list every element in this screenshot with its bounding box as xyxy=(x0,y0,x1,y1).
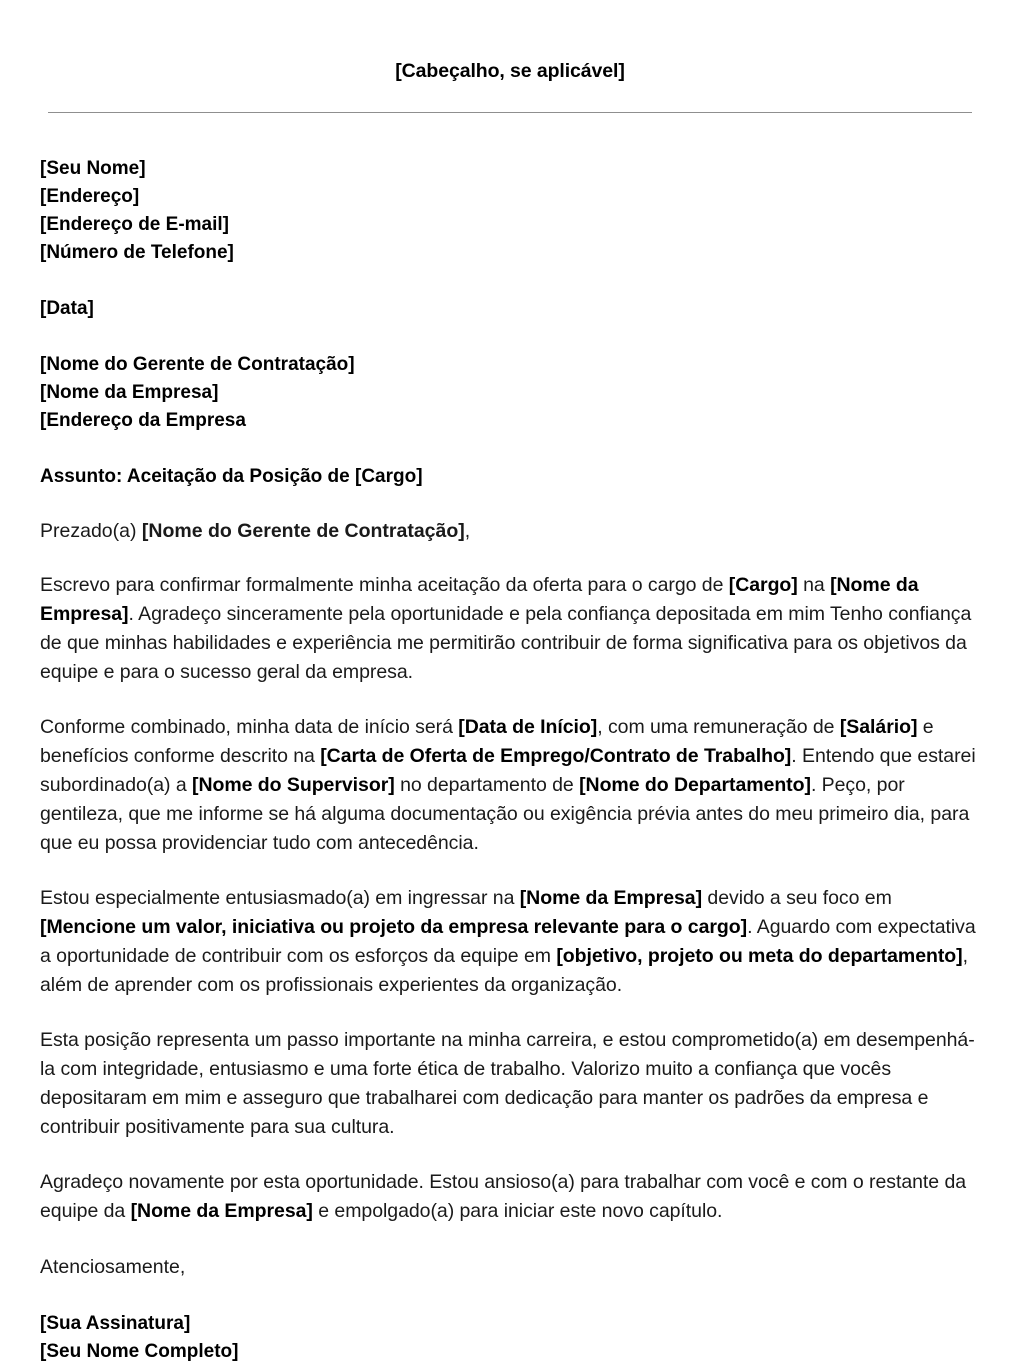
date-block xyxy=(40,295,985,323)
sender-phone-line: [Número de Telefone] xyxy=(40,242,234,263)
placeholder-token: [Cargo] xyxy=(728,574,798,596)
body-text-run: e benefícios conforme descrito na xyxy=(40,716,934,767)
recipient-company-line: [Nome da Empresa] xyxy=(40,382,219,403)
body-text-run: , além de aprender com os profissionais experientes da organização. xyxy=(40,945,968,996)
date-line: [Data] xyxy=(40,298,94,319)
document-header-title: [Cabeçalho, se aplicável] xyxy=(395,60,625,82)
body-text-run: Conforme combinado, minha data de início será xyxy=(40,716,459,738)
body-paragraph-4 xyxy=(40,1026,985,1142)
placeholder-token: [Mencione um valor, iniciativa ou projeto da empresa relevante para o cargo] xyxy=(40,916,748,938)
recipient-address-block xyxy=(40,351,985,435)
placeholder-token: [objetivo, projeto ou meta do departamento] xyxy=(556,945,963,967)
placeholder-token: [Nome do Supervisor] xyxy=(192,774,395,796)
header-divider xyxy=(48,112,972,113)
closing-line: Atenciosamente, xyxy=(40,1256,186,1278)
body-text-run: no departamento de xyxy=(394,774,580,796)
sender-address-block xyxy=(40,155,985,267)
placeholder-token: [Data de Início] xyxy=(458,716,598,738)
body-paragraph-2 xyxy=(40,713,985,858)
body-text-run: Escrevo para confirmar formalmente minha aceitação da oferta para o cargo de xyxy=(40,574,729,596)
body-text-run: . Peço, por gentileza, que me informe se há alguma documentação ou exigência prévia antes do meu primeiro dia, para que eu possa providenciar tudo com antecedência. xyxy=(40,774,970,854)
body-text-run: devido a seu foco em xyxy=(702,887,892,909)
sender-address-line: [Endereço] xyxy=(40,186,140,207)
signature-block xyxy=(40,1310,985,1366)
salutation-prefix: Prezado(a) xyxy=(40,520,142,542)
body-text-run: na xyxy=(797,574,831,596)
placeholder-token: [Nome da Empresa] xyxy=(40,574,919,625)
placeholder-token: [Nome do Departamento] xyxy=(579,774,811,796)
recipient-manager-line: [Nome do Gerente de Contratação] xyxy=(40,354,355,375)
body-text-run: . Agradeço sinceramente pela oportunidade e pela confiança depositada em mim Tenho confiança de que minhas habilidades e experiência me permitirão contribuir de forma significativa para os objetivos da equipe e para o sucesso geral da empresa. xyxy=(40,603,972,683)
salutation-line xyxy=(40,517,985,545)
signature-full-name-line: [Seu Nome Completo] xyxy=(40,1341,239,1362)
body-paragraph-3 xyxy=(40,884,985,1000)
placeholder-token: [Nome da Empresa] xyxy=(519,887,703,909)
body-text-run: Agradeço novamente por esta oportunidade. Estou ansioso(a) para trabalhar com você e com o restante da equipe da xyxy=(40,1171,967,1222)
body-paragraph-1 xyxy=(40,571,985,687)
sender-name-line: [Seu Nome] xyxy=(40,158,146,179)
body-text-run: e empolgado(a) para iniciar este novo capítulo. xyxy=(312,1200,723,1222)
body-text-run: Estou especialmente entusiasmado(a) em ingressar na xyxy=(40,887,520,909)
placeholder-token: [Nome da Empresa] xyxy=(130,1200,313,1222)
body-text-run: , com uma remuneração de xyxy=(597,716,840,738)
subject-line: Assunto: Aceitação da Posição de [Cargo] xyxy=(40,466,423,487)
signature-line: [Sua Assinatura] xyxy=(40,1313,191,1334)
body-paragraph-5 xyxy=(40,1168,985,1226)
sender-email-line: [Endereço de E-mail] xyxy=(40,214,229,235)
body-text-run: . Aguardo com expectativa a oportunidade de contribuir com os esforços da equipe em xyxy=(40,916,976,967)
recipient-company-address-line: [Endereço da Empresa xyxy=(40,410,246,431)
placeholder-token: [Carta de Oferta de Emprego/Contrato de Trabalho] xyxy=(320,745,792,767)
body-text-run: . Entendo que estarei subordinado(a) a xyxy=(40,745,976,796)
salutation-suffix: , xyxy=(464,520,471,542)
salutation-recipient-name: [Nome do Gerente de Contratação] xyxy=(141,520,465,542)
body-text-run: Esta posição representa um passo importante na minha carreira, e estou comprometido(a) em desempenhá-la com integridade, entusiasmo e uma forte ética de trabalho. Valorizo muito a confiança que vocês depositaram em mim e asseguro que trabalharei com dedicação para manter os padrões da empresa e contribuir positivamente para sua cultura. xyxy=(40,1029,975,1138)
placeholder-token: [Salário] xyxy=(839,716,918,738)
document-body xyxy=(0,155,1020,1366)
